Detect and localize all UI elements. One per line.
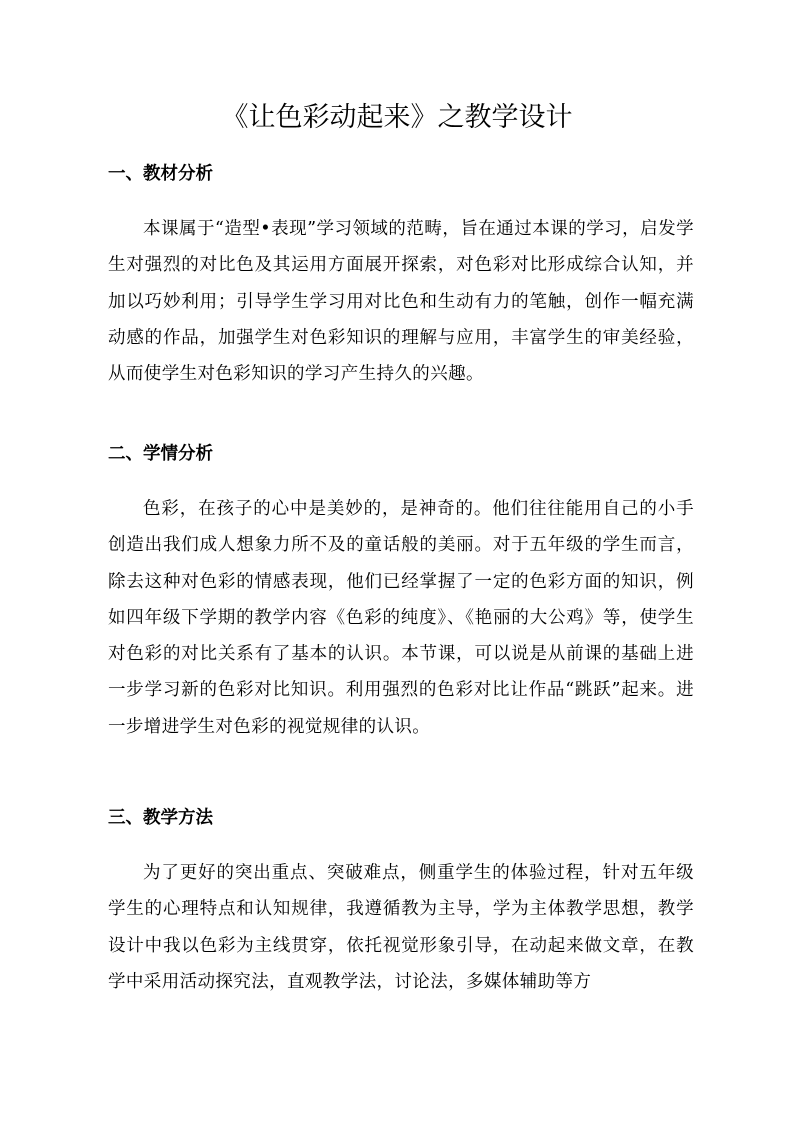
section-heading-teaching-methods: 三、教学方法 [108, 808, 213, 828]
section-paragraph-textbook-analysis: 本课属于“造型•表现”学习领域的范畴，旨在通过本课的学习，启发学生对强烈的对比色及其运用方面展开探索，对色彩对比形成综合认知，并加以巧妙利用；引导学生学习用对比色和生动有力的笔触，创作一幅充满动感的作品，加强学生对色彩知识的理解与应用，丰富学生的审美经验，从而使学生对色彩知识的学习产生持久的兴趣。 [108, 219, 694, 385]
section-paragraph-student-analysis: 色彩，在孩子的心中是美妙的，是神奇的。他们往往能用自己的小手创造出我们成人想象力所不及的童话般的美丽。对于五年级的学生而言，除去这种对色彩的情感表现，他们已经掌握了一定的色彩方面的知识，例如四年级下学期的教学内容《色彩的纯度》、《艳丽的大公鸡》等，使学生对色彩的对比关系有了基本的认识。本节课，可以说是从前课的基础上进一步学习新的色彩对比知识。利用强烈的色彩对比让作品“跳跃”起来。进一步增进学生对色彩的视觉规律的认识。 [108, 499, 694, 737]
section-paragraph-teaching-methods: 为了更好的突出重点、突破难点，侧重学生的体验过程，针对五年级学生的心理特点和认知规律，我遵循教为主导，学为主体教学思想，教学设计中我以色彩为主线贯穿，依托视觉形象引导，在动起来做文章，在教学中采用活动探究法，直观教学法，讨论法，多媒体辅助等方 [108, 863, 694, 992]
section-heading-student-analysis: 二、学情分析 [108, 444, 213, 464]
section-heading-textbook-analysis: 一、教材分析 [108, 164, 213, 184]
document-title: 《让色彩动起来》之教学设计 [221, 102, 573, 133]
